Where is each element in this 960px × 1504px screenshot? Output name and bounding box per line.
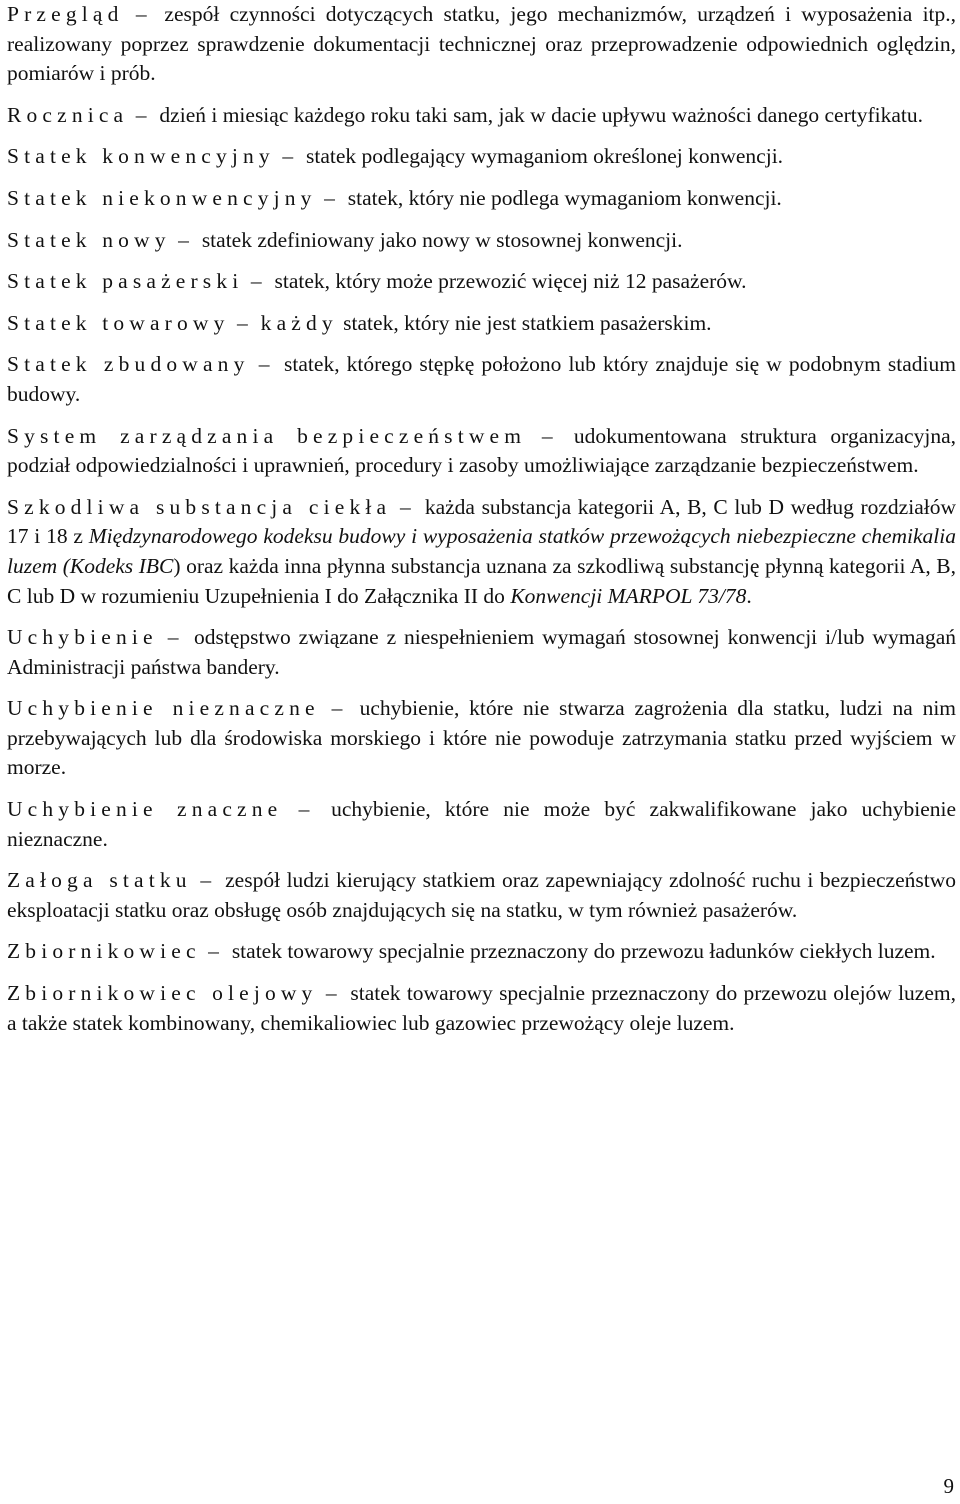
definition-term: Statek towarowy	[7, 310, 230, 335]
definition-dash: –	[258, 352, 270, 377]
definition-text: zespół czynności dotyczących statku, jego mechanizmów, urządzeń i wyposażenia itp., realizowany poprzez sprawdzenie dokumentacji technicznej oraz przeprowadzenie odpowiednich oględzin, pomiarów i prób.	[7, 2, 957, 86]
definition-term: Statek nowy	[7, 227, 171, 252]
definition-term: Przegląd	[7, 2, 124, 26]
definition-term: Statek konwencyjny	[7, 144, 275, 169]
definition-dash: –	[135, 2, 147, 26]
definition-italic-title: Konwencji MARPOL 73/78	[510, 583, 747, 608]
definition-zbiornikowiec	[7, 937, 956, 967]
definition-system-zarzadzania	[7, 422, 956, 481]
definition-text: .	[746, 583, 752, 608]
definition-uchybienie-nieznaczne	[7, 694, 956, 783]
definition-text: statek, którego stępkę położono lub który znajduje się w podobnym stadium budowy.	[7, 352, 957, 406]
definition-term: Statek pasażerski	[7, 269, 244, 294]
definition-zbiornikowiec-olejowy	[7, 979, 956, 1038]
definition-rocznica	[7, 101, 956, 131]
definition-uchybienie-znaczne	[7, 795, 956, 854]
definition-przeglad	[7, 0, 956, 89]
definition-dash: –	[135, 102, 147, 127]
definition-text: uchybienie, które nie stwarza zagrożenia dla statku, ludzi na nim przebywających lub dla środowiska morskiego i które nie powoduje zatrzymania statku przed wyjściem w morze.	[7, 696, 957, 780]
definition-statek-nowy	[7, 226, 956, 256]
definition-dash: –	[399, 494, 411, 519]
definition-text: statek towarowy specjalnie przeznaczony do przewozu ładunków ciekłych luzem.	[231, 939, 936, 964]
definition-text: zespół ludzi kierujący statkiem oraz zapewniający zdolność ruchu i bezpieczeństwo eksploatacji statku oraz obsługę osób znajdujących się na statku, w tym również pasażerów.	[7, 868, 957, 922]
definition-dash: –	[541, 423, 553, 448]
definition-uchybienie	[7, 623, 956, 682]
definition-dash: –	[167, 625, 179, 650]
definition-statek-niekonwencyjny	[7, 184, 956, 214]
definition-term: Zbiornikowiec	[7, 939, 201, 964]
definition-term: Załoga statku	[7, 868, 192, 893]
definition-text: udokumentowana struktura organizacyjna, podział odpowiedzialności i uprawnień, procedury i zasoby umożliwiające zarządzanie bezpieczeństwem.	[7, 423, 956, 478]
definition-statek-zbudowany	[7, 350, 956, 409]
definition-term: System zarządzania bezpieczeństwem	[7, 423, 527, 448]
definition-szkodliwa-substancja	[7, 493, 956, 611]
definition-text: każda substancja kategorii A, B, C lub D według rozdziałów 17 i 18 z	[7, 494, 956, 549]
definition-text: statek zdefiniowany jako nowy w stosownej konwencji.	[201, 227, 683, 252]
definition-dash: –	[237, 310, 248, 335]
definition-emphasis: każdy	[260, 310, 338, 335]
definition-text: dzień i miesiąc każdego roku taki sam, jak w dacie upływu ważności danego certyfikatu.	[159, 102, 923, 127]
definition-term: Statek niekonwencyjny	[7, 185, 317, 210]
definition-zaloga-statku	[7, 866, 956, 925]
definition-text: statek towarowy specjalnie przeznaczony do przewozu olejów luzem, a także statek kombinowany, chemikaliowiec lub gazowiec przewożący oleje luzem.	[7, 981, 956, 1035]
definition-dash: –	[331, 696, 343, 721]
definition-text: statek podlegający wymaganiom określonej konwencji.	[306, 144, 784, 169]
document-page	[7, 0, 956, 1050]
definition-dash: –	[324, 185, 335, 210]
definition-dash: –	[282, 144, 294, 169]
definition-dash: –	[298, 797, 310, 822]
definition-dash: –	[325, 981, 337, 1006]
definition-statek-konwencyjny	[7, 142, 956, 172]
definition-term: Szkodliwa substancja ciekła	[7, 494, 392, 519]
definition-text: uchybienie, które nie może być zakwalifikowane jako uchybienie nieznaczne.	[7, 797, 957, 851]
definition-text: statek, który nie jest statkiem pasażerskim.	[343, 310, 712, 335]
page-number: 9	[943, 1474, 954, 1498]
definition-text: ) oraz każda inna płynna substancja uznana za szkodliwą substancję płynną kategorii A, B, C lub D w rozumieniu Uzupełnienia I do Załącznika II do	[7, 553, 956, 608]
definition-italic-title: Międzynarodowego kodeksu budowy i wyposażenia statków przewożących niebezpieczne chemikalia luzem (Kodeks IBC	[7, 524, 956, 578]
definition-term: Uchybienie znaczne	[7, 797, 283, 822]
definition-statek-pasazerski	[7, 267, 956, 297]
definition-dash: –	[250, 269, 262, 294]
definition-term: Statek zbudowany	[7, 352, 250, 377]
definition-dash: –	[208, 939, 219, 964]
definition-dash: –	[200, 868, 212, 893]
definition-dash: –	[178, 227, 189, 252]
definition-text: statek, który może przewozić więcej niż 12 pasażerów.	[274, 269, 747, 294]
definition-text: odstępstwo związane z niespełnieniem wymagań stosownej konwencji i/lub wymagań Administracji państwa bandery.	[7, 625, 957, 679]
definition-term: Zbiornikowiec olejowy	[7, 981, 318, 1006]
definition-statek-towarowy	[7, 309, 956, 339]
definition-text: statek, który nie podlega wymaganiom konwencji.	[347, 185, 782, 210]
definition-term: Uchybienie	[7, 625, 158, 650]
definition-term: Rocznica	[7, 102, 129, 127]
definition-term: Uchybienie nieznaczne	[7, 696, 320, 721]
